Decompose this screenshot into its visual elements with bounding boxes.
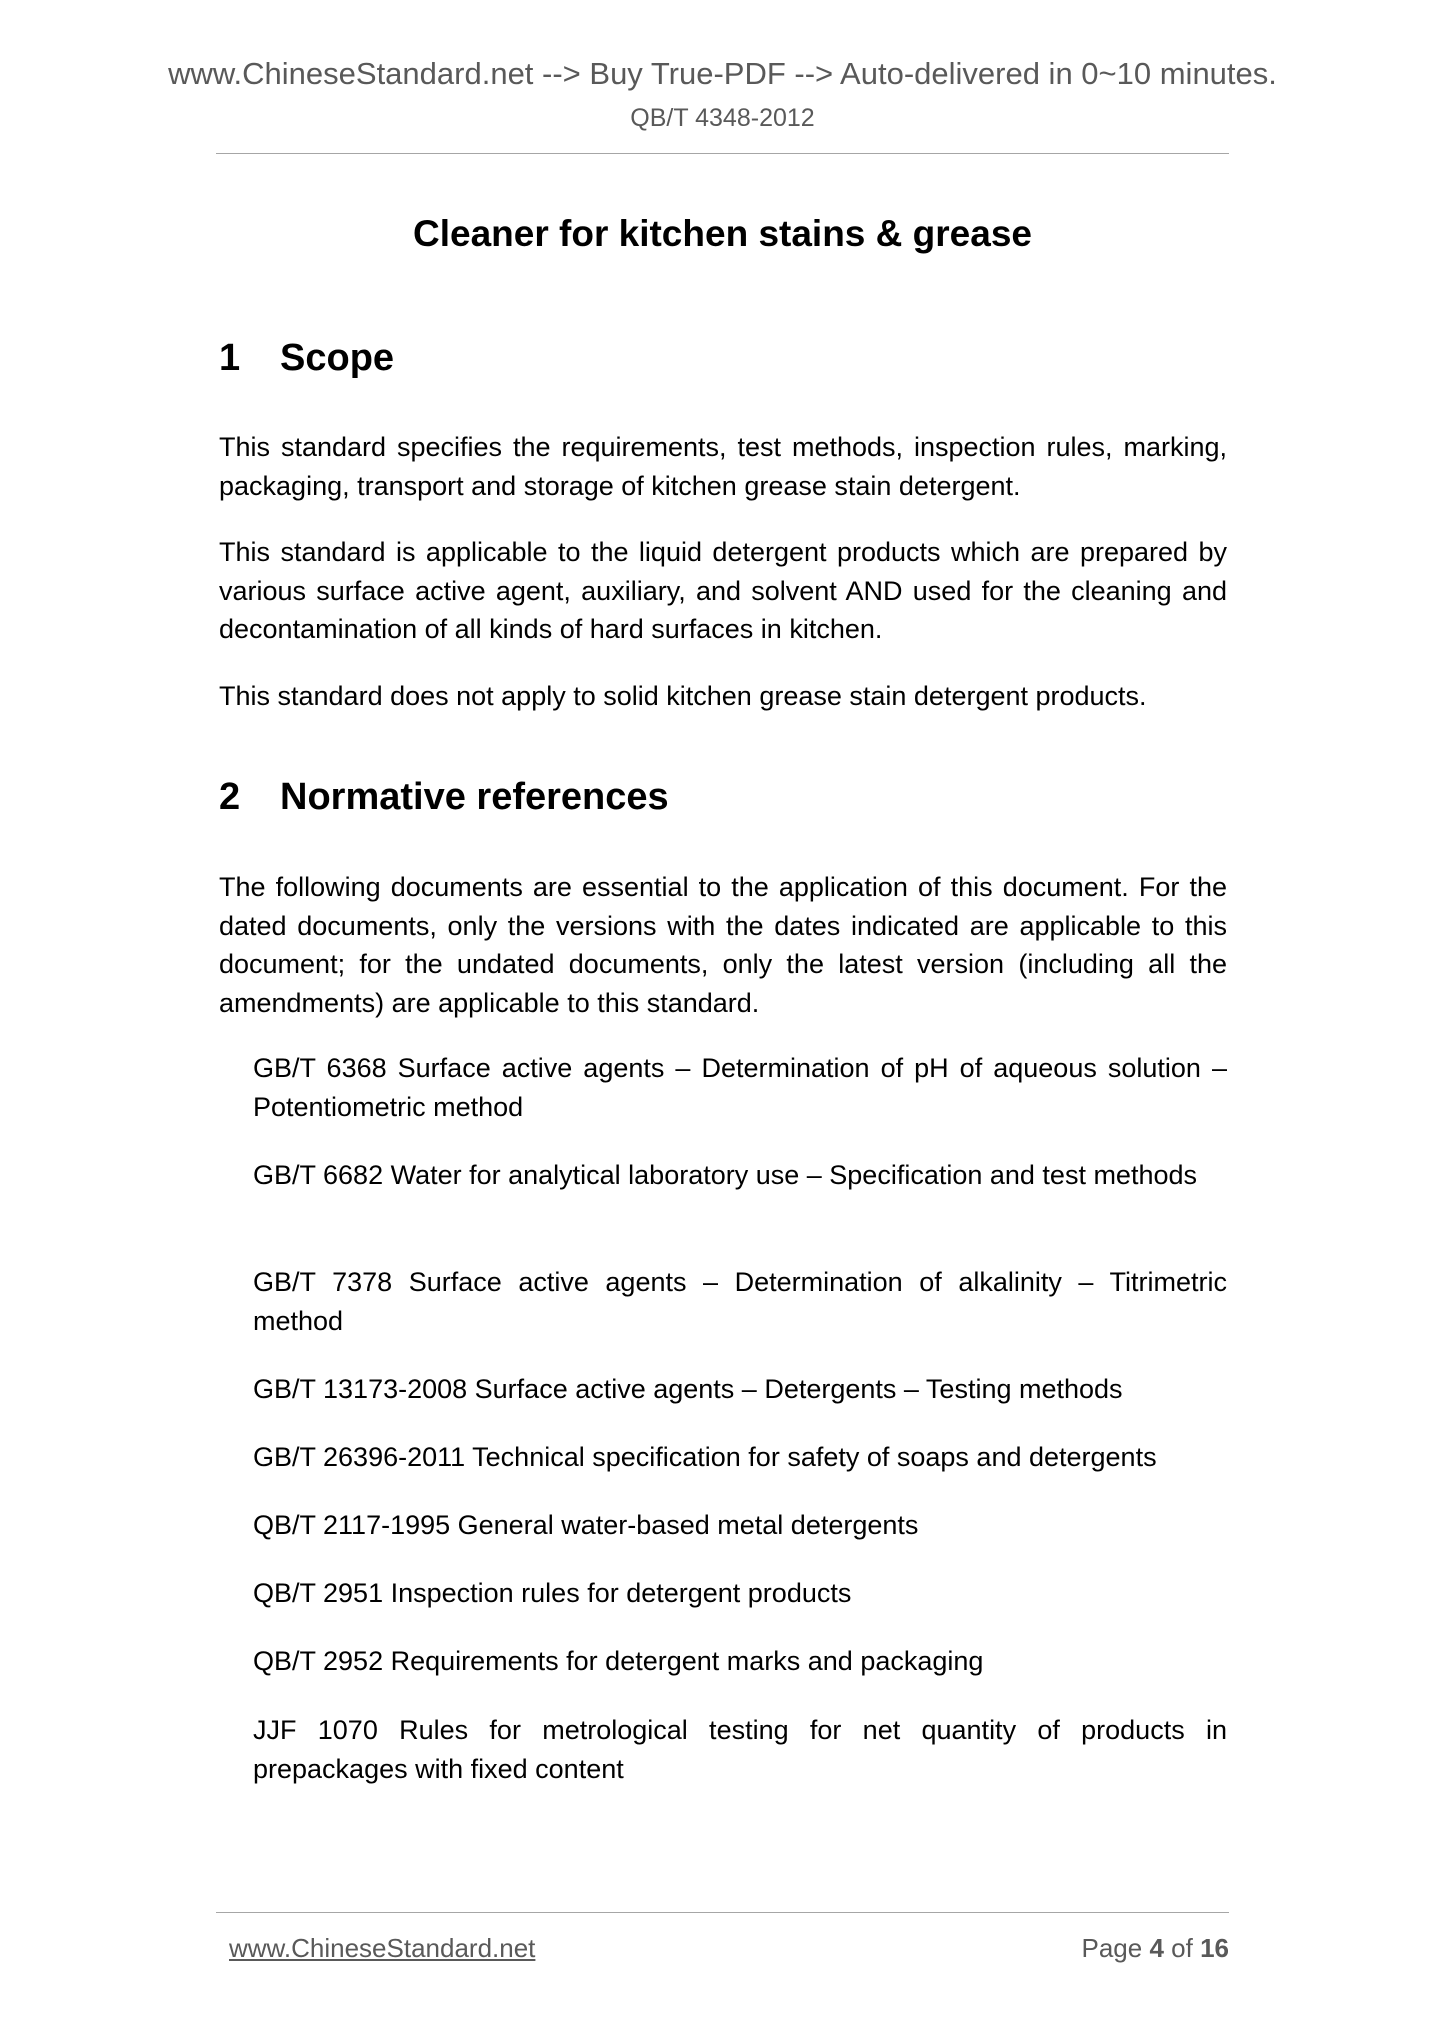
paragraph: This standard is applicable to the liquid detergent products which are prepared by various surface active agent, auxiliary, and solvent AND used for the cleaning and decontamination of all kinds of hard surfaces in kitchen. xyxy=(219,537,1227,644)
reference-item: QB/T 2951 Inspection rules for detergent products xyxy=(253,1578,852,1608)
section-title: Normative references xyxy=(280,776,669,818)
reference-item: QB/T 2117-1995 General water-based metal detergents xyxy=(253,1510,919,1540)
reference-item: GB/T 6682 Water for analytical laboratory use – Specification and test methods xyxy=(253,1160,1197,1190)
reference-item: GB/T 6368 Surface active agents – Determination of pH of aqueous solution – Potentiometric method xyxy=(253,1053,1227,1122)
page-indicator xyxy=(1081,1935,1229,1961)
section-title: Scope xyxy=(280,337,395,379)
reference-item: GB/T 26396-2011 Technical specification for safety of soaps and detergents xyxy=(253,1442,1157,1472)
section-number: 2 xyxy=(219,776,241,818)
footer-site-link[interactable]: www.ChineseStandard.net xyxy=(229,1933,536,1963)
header-standard-code: QB/T 4348-2012 xyxy=(630,104,815,132)
page-of-label: of xyxy=(1171,1933,1193,1963)
reference-item: GB/T 13173-2008 Surface active agents – Detergents – Testing methods xyxy=(253,1374,1123,1404)
footer-divider xyxy=(216,1912,1229,1913)
section-number: 1 xyxy=(219,337,241,379)
header-banner: www.ChineseStandard.net --> Buy True-PDF --> Auto-delivered in 0~10 minutes. xyxy=(168,56,1277,91)
reference-item: JJF 1070 Rules for metrological testing for net quantity of products in prepackages with fixed content xyxy=(253,1715,1227,1784)
section-heading-normative-references xyxy=(219,778,669,816)
section-heading-scope xyxy=(219,339,394,377)
paragraph: This standard specifies the requirements, test methods, inspection rules, marking, packaging, transport and storage of kitchen grease stain detergent. xyxy=(219,432,1227,501)
paragraph: This standard does not apply to solid kitchen grease stain detergent products. xyxy=(219,681,1147,711)
paragraph: The following documents are essential to the application of this document. For the dated documents, only the versions with the dates indicated are applicable to this document; for the undated documents, only the latest version (including all the amendments) are applicable to this standard. xyxy=(219,872,1227,1018)
page-current: 4 xyxy=(1149,1933,1164,1963)
page-label: Page xyxy=(1081,1933,1143,1963)
reference-item: GB/T 7378 Surface active agents – Determination of alkalinity – Titrimetric method xyxy=(253,1267,1227,1336)
document-title: Cleaner for kitchen stains & grease xyxy=(413,213,1032,254)
page-total: 16 xyxy=(1200,1933,1229,1963)
header-divider xyxy=(216,153,1229,154)
reference-item: QB/T 2952 Requirements for detergent marks and packaging xyxy=(253,1646,984,1676)
